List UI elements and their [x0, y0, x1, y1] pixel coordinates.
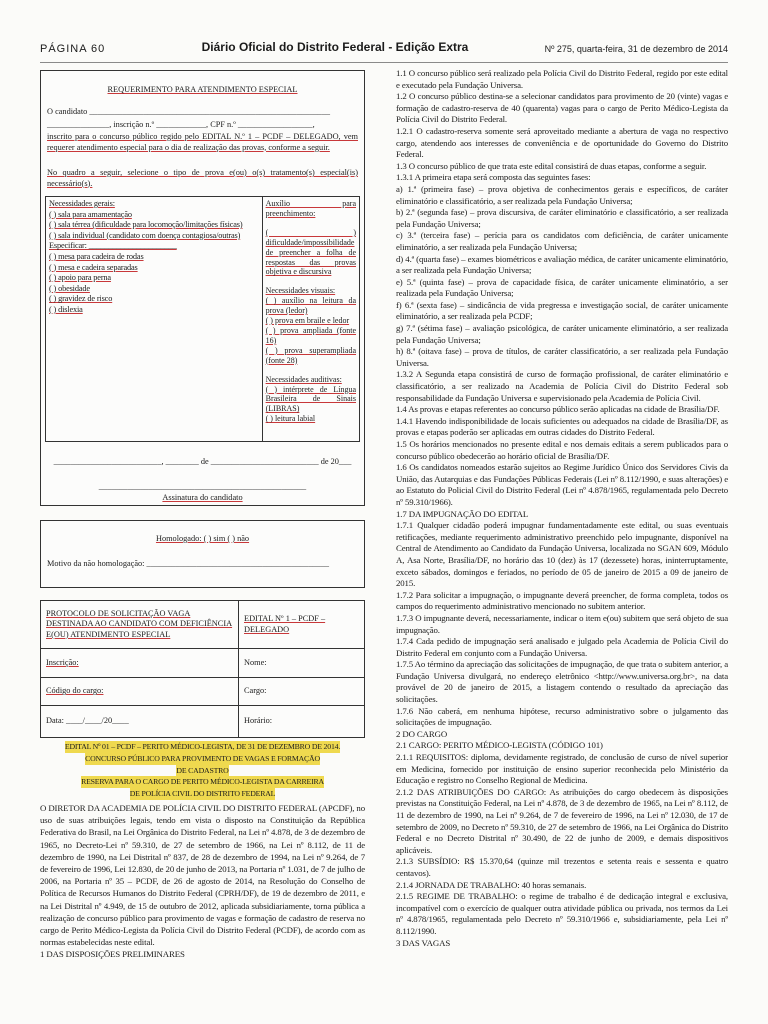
item-phase-b: b) 2.ª (segunda fase) – prova discursiva, de caráter eliminatório e classificatório, a ser realizada pela Fundação Universa; [396, 207, 728, 229]
signature-label: Assinatura do candidato [162, 493, 243, 502]
horario-label: Horário: [239, 706, 365, 738]
option-extra-enlarged-print: ( ) prova superampliada (fonte 28) [265, 345, 356, 365]
option-enlarged-print: ( ) prova ampliada (fonte 16) [265, 325, 356, 345]
item-2-1-5: 2.1.5 REGIME DE TRABALHO: o regime de trabalho é de dedicação integral e exclusiva, incompatível com o exercício de qualquer outra atividade pública ou privada, nos termos da Lei nº 4.878/1965, regulamentada pelo Decreto nº 59.310/1966 e, subsidiariamente, pela Lei nº 8.112/1990. [396, 891, 728, 936]
option-dyslexia: ( ) dislexia [49, 304, 83, 314]
edital-preamble: O DIRETOR DA ACADEMIA DE POLÍCIA CIVIL DO DISTRITO FEDERAL (APCDF), no uso de suas atribuições legais, tendo em vista o disposto na Constituição da República Federativa do Brasil, na Lei Orgânica do Distrito Federal, na Lei nº 4.878, de 3 de dezembro de 1965, no Decreto-Lei nº 59.310, de 27 de setembro de 1966, na Lei nº 8.112, de 11 de dezembro de 1990, na Lei Distrital nº 837, de 28 de dezembro de 1994, na Lei nº 9.264, de 7 de fevereiro de 1996, Lei 12.830, de 20 de junho de 2013, na Portaria nº 1.031, de 7 de julho de 2006, na Portaria nº 35 – PCDF, de 26 de agosto de 2014, na Resolução do Conselho de Política de Recursos Humanos do Distrito Federal (CPRH/DF), de 19 de dezembro de 2011, e na Lei Distrital nº 4.949, de 15 de outubro de 2012, aplicada subsidiariamente, torna pública a realização de concurso público para provimento de vagas e formação de cadastro de reserva no cargo de Perito Médico-Legista da Polícia Civil do Distrito Federal (PCDF), de acordo com as normas estabelecidas neste edital. [40, 802, 365, 948]
item-phase-g: g) 7.ª (sétima fase) – avaliação psicológica, de caráter unicamente eliminatório, a ser realizada pela Fundação Universa; [396, 323, 728, 345]
item-2-1-2: 2.1.2 DAS ATRIBUIÇÕES DO CARGO: As atribuições do cargo obedecem às disposições previstas na Constituição Federal, na Lei nº 4.878, de 3 de dezembro de 1965, na Lei nº 8.112, de 11 de dezembro de 1990, na Lei nº 9.264, de 7 de fevereiro de 1996, na Lei nº 12.030, de 17 de setembro de 2009, no Decreto nº 59.310, de 27 de setembro de 1966, na Lei Orgânica do Distrito Federal e no Decreto Distrital nº 30.490, de 22 de junho de 2009, e demais dispositivos aplicáveis. [396, 786, 728, 855]
item-1-7-5: 1.7.5 Ao término da apreciação das solicitações de impugnação, de que trata o subitem anterior, a Fundação Universa divulgará, no endereço eletrônico <http://www.universa.org.br>, na data provável de 20 de janeiro de 2015, a listagem contendo o resultado da apreciação das solicitações. [396, 659, 728, 705]
edital-title-line: RESERVA PARA O CARGO DE PERITO MÉDICO-LEGISTA DA CARREIRA [81, 777, 324, 787]
item-1-4-1: 1.4.1 Havendo indisponibilidade de locais suficientes ou adequados na cidade de Brasília/DF, as provas e etapas poderão ser aplicadas em outras cidades do Distrito Federal. [396, 415, 728, 438]
item-1-7-2: 1.7.2 Para solicitar a impugnação, o impugnante deverá preencher, de forma completa, todos os campos do requerimento administrativo mencionado no subitem anterior. [396, 589, 728, 612]
protocol-table [40, 600, 365, 738]
item-1-5: 1.5 Os horários mencionados no presente edital e nos demais editais a serem publicados para o concurso público obedecerão ao horário oficial de Brasília/DF. [396, 439, 728, 461]
item-1-7-4: 1.7.4 Cada pedido de impugnação será analisado e julgado pela Academia de Polícia Civil do Distrito Federal em conjunto com a Fundação Universa. [396, 636, 728, 658]
item-1-7-6: 1.7.6 Não caberá, em nenhuma hipótese, recurso administrativo sobre o julgamento das solicitações de impugnação. [396, 705, 728, 728]
hearing-needs-heading: Necessidades auditivas: [265, 374, 342, 384]
item-1-3-1: 1.3.1 A primeira etapa será composta das seguintes fases: [396, 172, 591, 183]
general-needs-cell [46, 197, 263, 441]
form-statement: inscrito para o concurso público regido pelo EDITAL N.º 1 – PCDF – DELEGADO, vem requerer atendimento especial para o dia de realização das provas, conforme a seguir. [47, 132, 358, 152]
homologation-box [40, 520, 365, 588]
protocol-title: PROTOCOLO DE SOLICITAÇÃO VAGA DESTINADA AO CANDIDATO COM DEFICIÊNCIA E(OU) ATENDIMENTO ESPECIAL [41, 601, 239, 649]
option-obesity: ( ) obesidade [49, 283, 90, 293]
item-2-1-4: 2.1.4 JORNADA DE TRABALHO: 40 horas semanais. [396, 879, 587, 890]
option-leg-support: ( ) apoio para perna [49, 273, 111, 283]
edital-title-line: DE CADASTRO [176, 765, 229, 775]
option-nursing-room: ( ) sala para amamentação [49, 209, 132, 219]
filling-aid-heading: Auxílio para preenchimento: [265, 199, 356, 218]
nome-label: Nome: [239, 649, 365, 678]
needs-table [45, 196, 360, 442]
item-1-7-1: 1.7.1 Qualquer cidadão poderá impugnar fundamentadamente este edital, ou suas eventuais retificações, mediante requerimento administrativo preenchido pelo impugnante, disponível na Central de Atendimento ao Candidato da Fundação Universa, localizada no SGAN 609, Módulo A, Asa Norte, Brasília/DF, no horário das 10 (dez) às 17 (dezessete) horas, ininterruptamente, exceto sábados, domingos e feriados, no período de 05 de janeiro de 2015 a 09 de janeiro de 2015. [396, 520, 728, 589]
general-needs-heading: Necessidades gerais: [49, 199, 115, 208]
specify-line: Especificar: ______________________ [49, 241, 177, 251]
option-braille: ( ) prova em braile e ledor [265, 316, 350, 326]
protocol-header-row [41, 601, 365, 649]
item-1-3-2: 1.3.2 A Segunda etapa consistirá de curso de formação profissional, de caráter eliminatório e classificatório, a ser realizado na Academia de Polícia Civil do Distrito Federal sob responsabilidade da Fundação Universa e supervisionado pela Academia de Polícia Civil. [396, 369, 728, 403]
codigo-cargo-label: Código do cargo: [41, 678, 239, 706]
edital-title [40, 741, 365, 800]
special-assistance-request-form [40, 70, 365, 506]
edital-title-line: DE POLÍCIA CIVIL DO DISTRITO FEDERAL [129, 789, 276, 799]
right-column-text [396, 68, 728, 949]
item-1-3: 1.3 O concurso público de que trata este edital consistirá de duas etapas, conforme a seguir. [396, 160, 707, 171]
filling-aid-group [266, 199, 356, 277]
edital-block [40, 741, 365, 961]
edital-title-line: EDITAL Nº 01 – PCDF – PERITO MÉDICO-LEGISTA, DE 31 DE DEZEMBRO DE 2014. [64, 742, 341, 751]
item-phase-a: a) 1.ª (primeira fase) – prova objetiva de conhecimentos gerais e específicos, de caráter eliminatório e classificatório, a ser realizada pela Fundação Universa; [396, 183, 728, 206]
section-3-heading: 3 DAS VAGAS [396, 937, 451, 948]
place-date-line: __________________________, ________ de __________________________ de 20___ [53, 457, 352, 466]
publication-title: Diário Oficial do Distrito Federal - Edição Extra [201, 40, 469, 54]
edital-title-line: CONCURSO PÚBLICO PARA PROVIMENTO DE VAGAS E FORMAÇÃO [85, 753, 320, 763]
header-divider [40, 62, 728, 63]
item-2-1: 2.1 CARGO: PERITO MÉDICO-LEGISTA (CÓDIGO 101) [396, 740, 603, 751]
section-1-heading: 1 DAS DISPOSIÇÕES PRELIMINARES [40, 949, 185, 960]
item-phase-c: c) 3.ª (terceira fase) – perícia para os candidatos com deficiência, de caráter unicamente eliminatório, a ser realizada pela Fundação Universa; [396, 230, 728, 252]
item-1-1: 1.1 O concurso público será realizado pela Polícia Civil do Distrito Federal, regido por este edital e executado pela Fundação Universa. [396, 68, 728, 90]
homologation-reason-line: Motivo da não homologação: ____________________________________________ [47, 559, 330, 568]
protocol-row [41, 649, 365, 678]
option-individual-room: ( ) sala individual (candidato com doença contagiosa/outras) [49, 230, 241, 240]
issue-date: Nº 275, quarta-feira, 31 de dezembro de 2014 [544, 44, 728, 54]
item-phase-d: d) 4.ª (quarta fase) – exames biométricos e avaliação médica, de caráter unicamente eliminatório, a ser realizada pela Fundação Universa; [396, 253, 728, 276]
item-1-2-1: 1.2.1 O cadastro-reserva somente será aproveitado mediante a abertura de vaga no respectivo cargo, atendendo aos interesses de conveniência e de oportunidade do Governo do Distrito Federal. [396, 125, 728, 160]
item-phase-e: e) 5.ª (quinta fase) – prova de capacidade física, de caráter unicamente eliminatório, a ser realizada pela Fundação Universa; [396, 276, 728, 299]
option-reader: ( ) auxílio na leitura da prova (ledor) [265, 296, 356, 316]
item-1-2: 1.2 O concurso público destina-se a selecionar candidatos para provimento de 20 (vinte) vagas e formação de cadastro-reserva de 40 (quarenta) vagas para o cargo de Perito Médico-Legista da Polícia Civil do Distrito Federal. [396, 91, 728, 125]
option-answer-sheet-aid: ( ) dificuldade/impossibilidade de preencher a folha de respostas das provas objetiva e discursiva [265, 227, 356, 277]
item-1-7-3: 1.7.3 O impugnante deverá, necessariamente, indicar o item e(ou) subitem que será objeto de sua impugnação. [396, 612, 728, 635]
option-separate-desk-chair: ( ) mesa e cadeira separadas [49, 262, 138, 272]
protocol-edital: EDITAL Nº 1 – PCDF – DELEGADO [239, 601, 365, 649]
cargo-label: Cargo: [239, 678, 365, 706]
option-ground-floor-room: ( ) sala térrea (dificuldade para locomoção/limitações físicas) [49, 220, 243, 230]
option-sign-language: ( ) intérprete de Língua Brasileira de Sinais (LIBRAS) [265, 384, 356, 414]
item-1-6: 1.6 Os candidatos nomeados estarão sujeitos ao Regime Jurídico Único dos Servidores Civis da União, das Autarquias e das Fundações Públicas Federais (Lei nº 8.112/1990, e suas alterações) e ao Estatuto do Policial Civil do Distrito Federal (Lei nº 4.878/1965, regulamentada pelo Decreto nº 59.310/1966). [396, 462, 728, 507]
option-lip-reading: ( ) leitura labial [265, 414, 316, 424]
visual-needs-heading: Necessidades visuais: [265, 286, 336, 296]
item-phase-h: h) 8.ª (oitava fase) – prova de títulos, de caráter classificatório, a ser realizada pela Fundação Universa. [396, 346, 728, 368]
protocol-row [41, 678, 365, 706]
item-2-1-1: 2.1.1 REQUISITOS: diploma, devidamente registrado, de conclusão de curso de nível superior em Medicina, fornecido por instituição de ensino superior reconhecida pelo Ministério da Educação e registro no Conselho Regional de Medicina. [396, 752, 728, 786]
item-1-4: 1.4 As provas e etapas referentes ao concurso público serão aplicadas na cidade de Brasília/DF. [396, 404, 720, 415]
inscricao-label: Inscrição: [41, 649, 239, 678]
form-title: REQUERIMENTO PARA ATENDIMENTO ESPECIAL [107, 85, 298, 94]
item-2-1-3: 2.1.3 SUBSÍDIO: R$ 15.370,64 (quinze mil trezentos e setenta reais e sessenta e quatro centavos). [396, 856, 728, 878]
hearing-needs-group [266, 375, 356, 425]
candidate-name-line: O candidato __________________________________________________________ [47, 107, 331, 116]
visual-needs-group [266, 286, 356, 365]
homologation-status: Homologado: ( ) sim ( ) não [155, 534, 250, 543]
specific-needs-cell [263, 197, 359, 441]
data-label: Data: ____/____/20____ [41, 706, 239, 738]
section-2-heading: 2 DO CARGO [396, 728, 448, 739]
candidate-id-line: _______________, inscrição n.º ____________, CPF n.º __________________, [47, 120, 315, 129]
form-instruction: No quadro a seguir, selecione o tipo de prova e(ou) o(s) tratamento(s) especial(is) necessário(s). [47, 168, 358, 188]
option-wheelchair-desk: ( ) mesa para cadeira de rodas [49, 251, 144, 261]
page-number: PÁGINA 60 [40, 43, 106, 55]
option-high-risk-pregnancy: ( ) gravidez de risco [49, 294, 113, 304]
signature-line: __________________________________________________ [98, 482, 307, 491]
item-1-7-heading: 1.7 DA IMPUGNAÇÃO DO EDITAL [396, 508, 529, 519]
item-phase-f: f) 6.ª (sexta fase) – sindicância de vida pregressa e investigação social, de caráter unicamente eliminatório, a ser realizada pela PCDF; [396, 299, 728, 322]
protocol-row [41, 706, 365, 738]
